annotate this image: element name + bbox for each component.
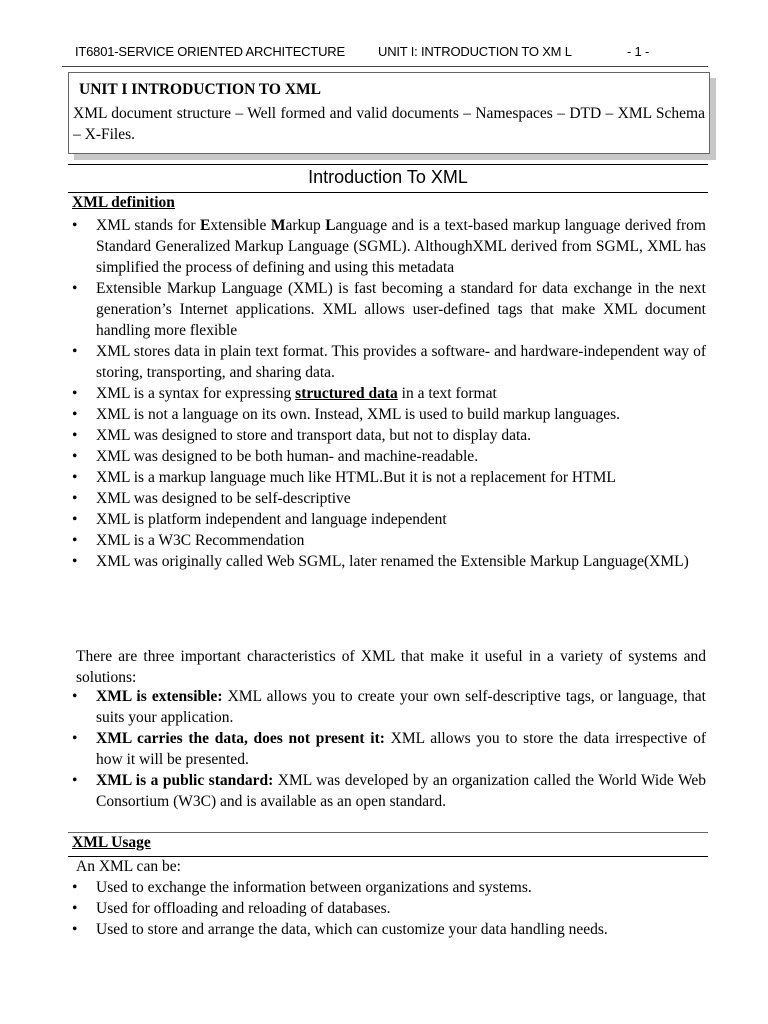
characteristics-list: [72, 686, 706, 812]
list-item: • XML was designed to be both human- and machine-readable.: [72, 448, 479, 465]
list-item: • Used to exchange the information between organizations and systems.: [72, 879, 532, 896]
section-title: Introduction To XML: [308, 167, 468, 187]
bullet-icon: •: [72, 921, 78, 938]
page-number: - 1 -: [627, 44, 650, 59]
list-item: • XML was designed to be self-descriptive: [72, 490, 351, 507]
unit-topics: XML document structure – Well formed and valid documents – Namespaces – DTD – XML Schema – X-Files.: [73, 105, 705, 143]
list-item: • XML was originally called Web SGML, later renamed the Extensible Markup Language(XML): [72, 553, 689, 570]
definition-list: [72, 215, 706, 572]
list-item: • Used to store and arrange the data, which can customize your data handling needs.: [72, 921, 608, 938]
usage-heading: XML Usage: [72, 834, 151, 851]
list-item: • Used for offloading and reloading of databases.: [72, 900, 391, 917]
page-header: [75, 44, 705, 64]
bullet-icon: •: [72, 469, 78, 486]
unit-summary-box: [68, 72, 710, 154]
title-rule-bottom: [68, 192, 708, 193]
list-item: • Extensible Markup Language (XML) is fast becoming a standard for data exchange in the next generation’s Internet applications. XML allows user-defined tags that make XML document handling more flexible: [72, 280, 706, 339]
characteristics-intro: There are three important characteristics of XML that make it useful in a variety of systems and solutions:: [76, 648, 706, 686]
list-item: • XML stands for Extensible Markup Language and is a text-based markup language derived from Standard Generalized Markup Language (SGML). AlthoughXML derived from SGML, XML has simplified the process of defining and using this metadata: [72, 217, 706, 276]
usage-rule-top: [68, 832, 708, 833]
list-item: • XML stores data in plain text format. This provides a software- and hardware-independent way of storing, transporting, and sharing data.: [72, 343, 706, 381]
bullet-icon: •: [72, 280, 78, 297]
bullet-icon: •: [72, 343, 78, 360]
bullet-icon: •: [72, 490, 78, 507]
list-item: • XML is extensible: XML allows you to create your own self-descriptive tags, or language, that suits your application.: [72, 688, 706, 726]
bullet-icon: •: [72, 772, 78, 789]
bullet-icon: •: [72, 900, 78, 917]
list-item: • XML is a W3C Recommendation: [72, 532, 305, 549]
bullet-icon: •: [72, 427, 78, 444]
bullet-icon: •: [72, 406, 78, 423]
definition-heading: XML definition: [72, 194, 175, 211]
bullet-icon: •: [72, 532, 78, 549]
unit-title: UNIT I: INTRODUCTION TO XM L: [378, 44, 572, 59]
usage-intro: An XML can be:: [76, 858, 181, 875]
title-rule-top: [68, 164, 708, 165]
list-item: • XML is a public standard: XML was developed by an organization called the World Wide Web Consortium (W3C) and is available as an open standard.: [72, 772, 706, 810]
usage-list: [72, 877, 706, 940]
list-item: • XML is a syntax for expressing structured data in a text format: [72, 385, 497, 402]
bullet-icon: •: [72, 217, 78, 234]
list-item: • XML is a markup language much like HTML.But it is not a replacement for HTML: [72, 469, 616, 486]
bullet-icon: •: [72, 879, 78, 896]
bullet-icon: •: [72, 511, 78, 528]
list-item: • XML is platform independent and language independent: [72, 511, 447, 528]
bullet-icon: •: [72, 448, 78, 465]
bullet-icon: •: [72, 730, 78, 747]
structured-data-emphasis: structured data: [295, 385, 398, 402]
header-divider: [62, 66, 708, 67]
bullet-icon: •: [72, 688, 78, 705]
list-item: • XML is not a language on its own. Instead, XML is used to build markup languages.: [72, 406, 621, 423]
bullet-icon: •: [72, 385, 78, 402]
bullet-icon: •: [72, 553, 78, 570]
course-title: IT6801-SERVICE ORIENTED ARCHITECTURE: [75, 44, 345, 59]
list-item: • XML carries the data, does not present it: XML allows you to store the data irrespective of how it will be presented.: [72, 730, 707, 768]
unit-heading: UNIT I INTRODUCTION TO XML: [79, 81, 322, 98]
list-item: • XML was designed to store and transport data, but not to display data.: [72, 427, 532, 444]
